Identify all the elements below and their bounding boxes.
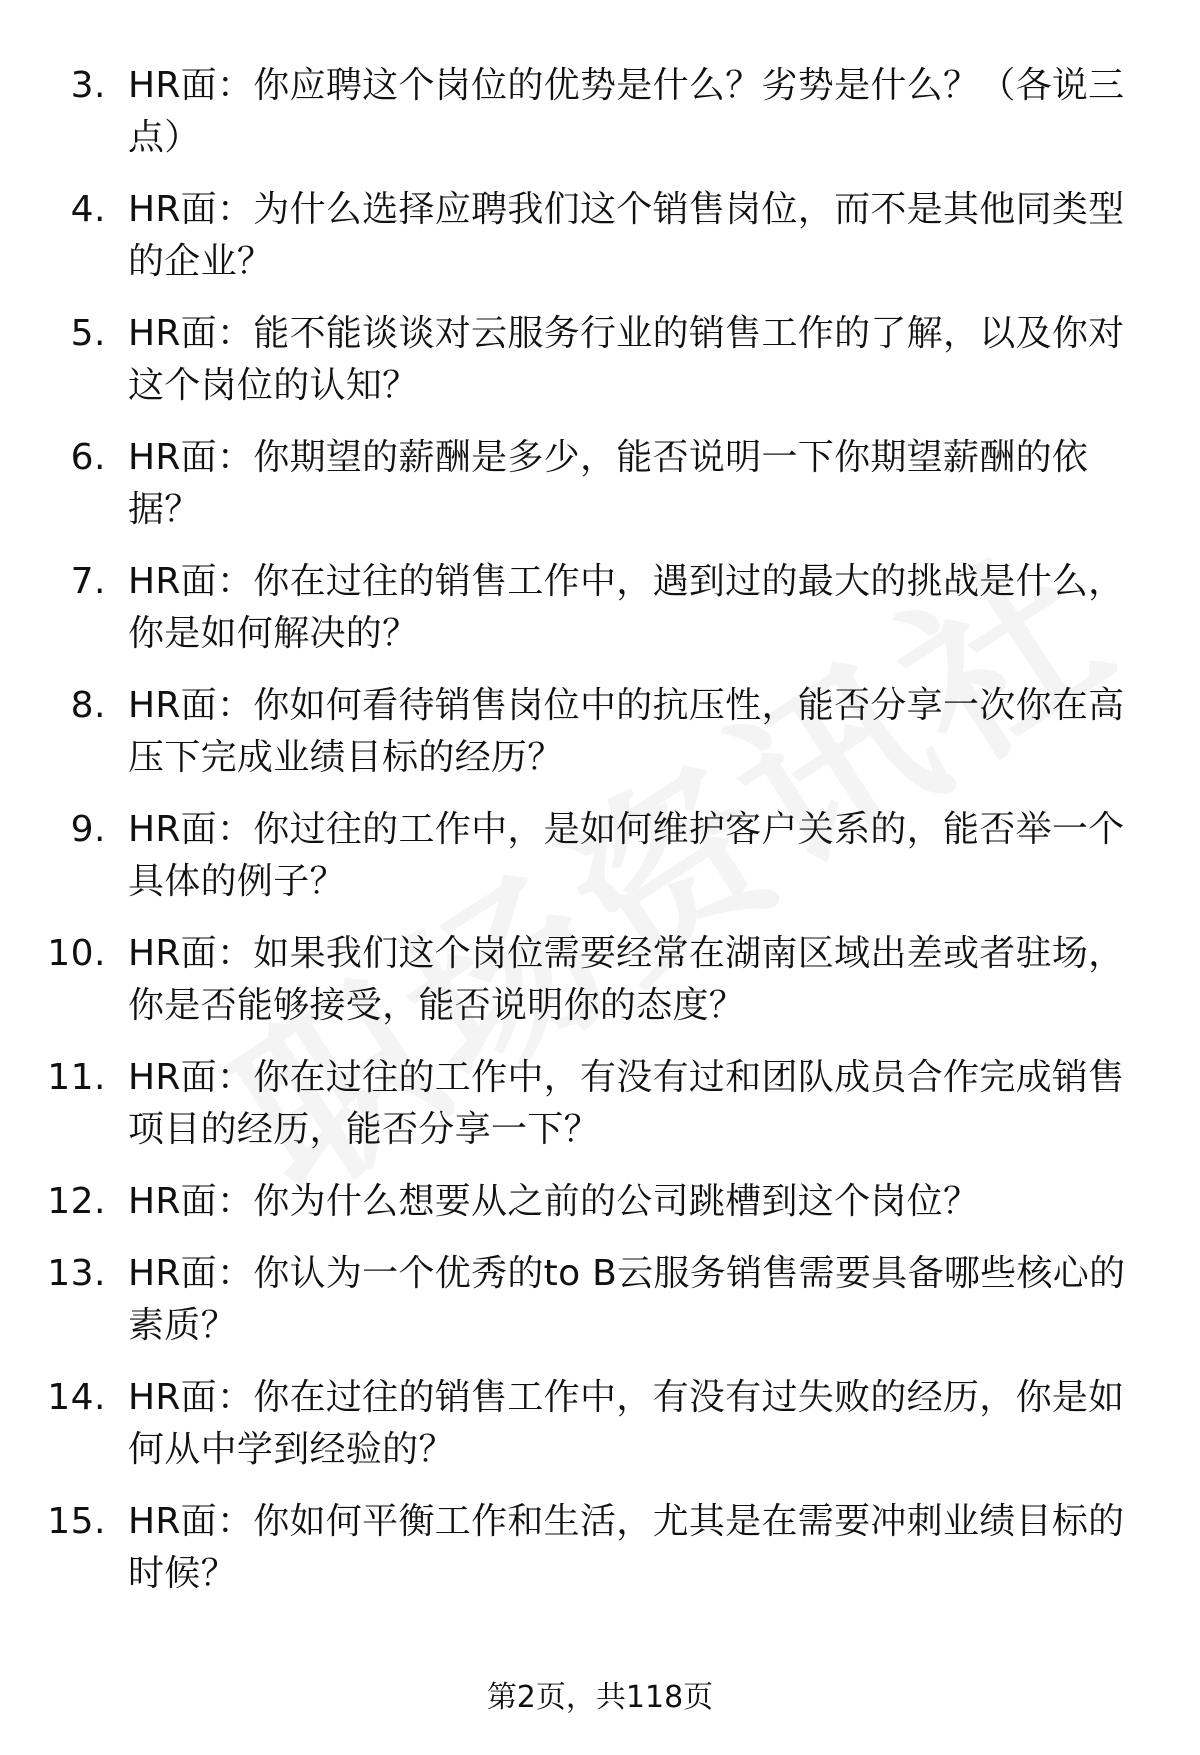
question-text: HR面：你在过往的销售工作中，遇到过的最大的挑战是什么，你是如何解决的？ (128, 561, 1125, 654)
question-text: HR面：为什么选择应聘我们这个销售岗位，而不是其他同类型的企业？ (128, 189, 1125, 282)
page-number-label: 第2页，共118页 (486, 1680, 714, 1715)
question-number: 8. (70, 685, 106, 726)
question-item (0, 1248, 1200, 1352)
question-number: 5. (70, 313, 106, 354)
question-number: 4. (70, 189, 106, 230)
question-text: HR面：你期望的薪酬是多少，能否说明一下你期望薪酬的依据？ (128, 437, 1089, 530)
question-item (0, 432, 1200, 536)
question-number: 10. (47, 933, 106, 974)
question-number: 7. (70, 561, 106, 602)
question-number: 9. (70, 809, 106, 850)
question-text: HR面：你如何看待销售岗位中的抗压性，能否分享一次你在高压下完成业绩目标的经历？ (128, 685, 1125, 778)
question-item (0, 1176, 1200, 1228)
question-item (0, 680, 1200, 784)
question-text: HR面：你为什么想要从之前的公司跳槽到这个岗位？ (128, 1181, 980, 1222)
question-text: HR面：你在过往的工作中，有没有过和团队成员合作完成销售项目的经历，能否分享一下？ (128, 1057, 1125, 1150)
page-footer (0, 1678, 1200, 1718)
question-text: HR面：你认为一个优秀的to B云服务销售需要具备哪些核心的素质？ (128, 1253, 1126, 1346)
question-number: 3. (70, 65, 106, 106)
question-number: 12. (47, 1181, 106, 1222)
question-list (0, 60, 1200, 1620)
question-number: 14. (47, 1377, 106, 1418)
question-item (0, 184, 1200, 288)
question-text: HR面：你如何平衡工作和生活，尤其是在需要冲刺业绩目标的时候？ (128, 1501, 1125, 1594)
question-item (0, 60, 1200, 164)
question-text: HR面：能不能谈谈对云服务行业的销售工作的了解，以及你对这个岗位的认知？ (128, 313, 1125, 406)
question-item (0, 1372, 1200, 1476)
question-text: HR面：你在过往的销售工作中，有没有过失败的经历，你是如何从中学到经验的？ (128, 1377, 1125, 1470)
question-item (0, 1496, 1200, 1600)
question-number: 6. (70, 437, 106, 478)
question-number: 11. (47, 1057, 106, 1098)
question-text: HR面：你应聘这个岗位的优势是什么？劣势是什么？（各说三点） (128, 65, 1125, 158)
question-text: HR面：如果我们这个岗位需要经常在湖南区域出差或者驻场，你是否能够接受，能否说明你的态度？ (128, 933, 1125, 1026)
question-number: 13. (47, 1253, 106, 1294)
question-item (0, 308, 1200, 412)
question-item (0, 928, 1200, 1032)
question-number: 15. (47, 1501, 106, 1542)
question-item (0, 804, 1200, 908)
question-text: HR面：你过往的工作中，是如何维护客户关系的，能否举一个具体的例子？ (128, 809, 1125, 902)
question-item (0, 1052, 1200, 1156)
question-item (0, 556, 1200, 660)
